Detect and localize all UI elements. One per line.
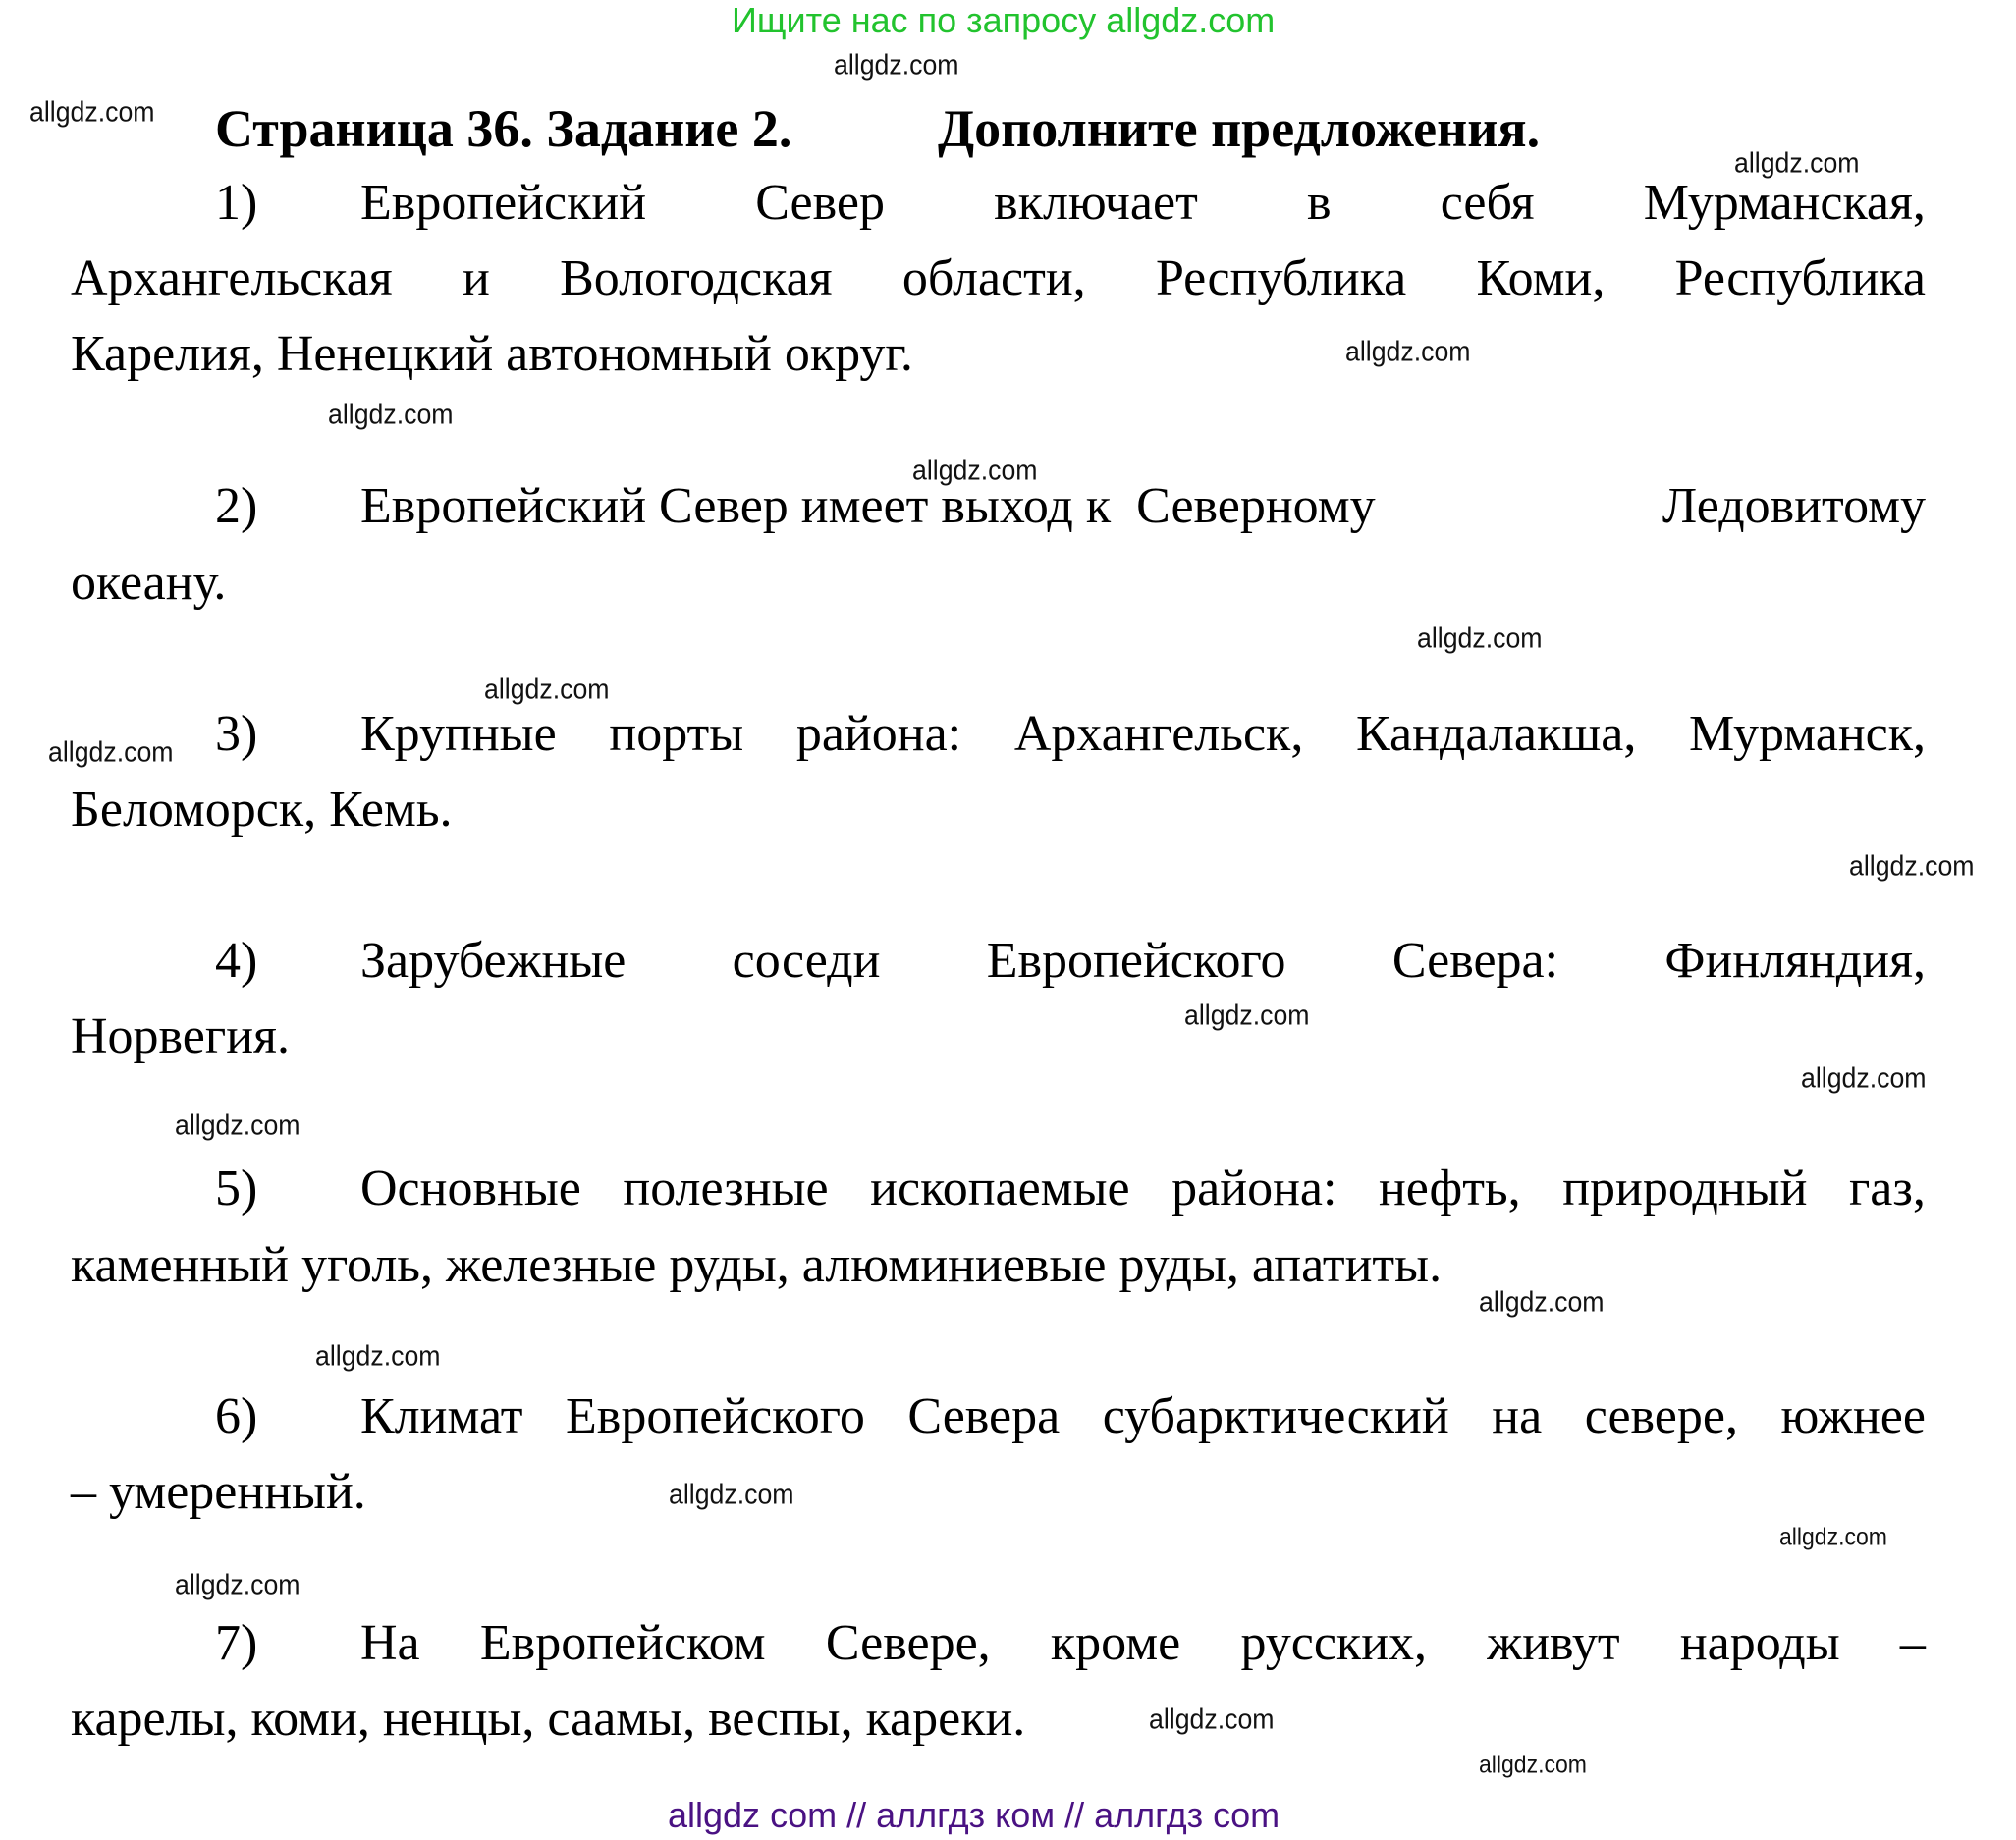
word: на bbox=[1492, 1388, 1543, 1444]
item-4-line-1 bbox=[360, 933, 1926, 989]
item-7-line-1 bbox=[360, 1615, 1926, 1671]
watermark: allgdz.com bbox=[1849, 850, 1975, 883]
word: Архангельск, bbox=[1013, 706, 1304, 762]
word: Европейский bbox=[360, 175, 647, 231]
item-2-line-1 bbox=[360, 478, 1926, 534]
word: севере, bbox=[1584, 1388, 1738, 1444]
watermark: allgdz.com bbox=[1479, 1286, 1605, 1319]
watermark: allgdz.com bbox=[1417, 622, 1543, 655]
word: субарктический bbox=[1102, 1388, 1449, 1444]
word: Европейском bbox=[479, 1615, 766, 1671]
word: Мурманск, bbox=[1689, 706, 1926, 762]
word: Республика bbox=[1674, 250, 1926, 306]
item-1-line-3: Карелия, Ненецкий автономный округ. bbox=[71, 326, 913, 382]
word: Коми, bbox=[1476, 250, 1606, 306]
item-number: 4) bbox=[215, 933, 258, 989]
word: живут bbox=[1487, 1615, 1620, 1671]
word: Крупные bbox=[360, 706, 557, 762]
page-title-task: Страница 36. Задание 2. bbox=[215, 99, 792, 158]
item-5-line-2: каменный уголь, железные руды, алюминиевые руды, апатиты. bbox=[71, 1237, 1443, 1293]
watermark: allgdz.com bbox=[1779, 1523, 1887, 1551]
word: в bbox=[1306, 175, 1332, 231]
item-number: 6) bbox=[215, 1388, 258, 1444]
item-3-line-2: Беломорск, Кемь. bbox=[71, 782, 453, 838]
word: Климат bbox=[360, 1388, 523, 1444]
page-title-instruction: Дополните предложения. bbox=[938, 99, 1541, 158]
word: южнее bbox=[1780, 1388, 1926, 1444]
watermark: allgdz.com bbox=[912, 455, 1038, 487]
word: На bbox=[360, 1615, 420, 1671]
word: Вологодская bbox=[560, 250, 833, 306]
word: полезные bbox=[623, 1161, 829, 1217]
word: района: bbox=[795, 706, 962, 762]
watermark: allgdz.com bbox=[484, 674, 610, 706]
item-number: 7) bbox=[215, 1615, 258, 1671]
word: порты bbox=[609, 706, 744, 762]
word: Мурманская, bbox=[1643, 175, 1926, 231]
item-1-line-1 bbox=[360, 175, 1926, 231]
item-1-line-2 bbox=[71, 250, 1926, 306]
watermark: allgdz.com bbox=[1479, 1751, 1587, 1779]
item-6-line-1 bbox=[360, 1388, 1926, 1444]
item-6-line-2: – умеренный. bbox=[71, 1464, 366, 1520]
word: Севера: bbox=[1391, 933, 1559, 989]
word: Европейский Север имеет выход к Северному bbox=[360, 478, 1376, 534]
word: Севере, bbox=[825, 1615, 991, 1671]
item-7-line-2: карелы, коми, ненцы, саамы, веспы, кареки. bbox=[71, 1691, 1026, 1747]
watermark: allgdz.com bbox=[1801, 1062, 1927, 1095]
item-3-line-1 bbox=[360, 706, 1926, 762]
word: Финляндия, bbox=[1664, 933, 1926, 989]
word: природный bbox=[1562, 1161, 1808, 1217]
watermark: allgdz.com bbox=[175, 1109, 300, 1142]
word: и bbox=[462, 250, 490, 306]
word: русских, bbox=[1240, 1615, 1428, 1671]
item-number: 3) bbox=[215, 706, 258, 762]
word: области, bbox=[901, 250, 1086, 306]
item-5-line-1 bbox=[360, 1161, 1926, 1217]
word: Ледовитому bbox=[1662, 478, 1926, 534]
item-number: 5) bbox=[215, 1161, 258, 1217]
item-number: 1) bbox=[215, 175, 258, 231]
watermark: allgdz.com bbox=[175, 1569, 300, 1601]
watermark: allgdz.com bbox=[1184, 1000, 1310, 1032]
watermark: allgdz.com bbox=[1734, 147, 1860, 180]
watermark: allgdz.com bbox=[669, 1479, 794, 1511]
watermark: allgdz.com bbox=[1345, 336, 1471, 368]
item-2-line-2: океану. bbox=[71, 555, 227, 611]
word: нефть, bbox=[1378, 1161, 1521, 1217]
watermark: allgdz.com bbox=[48, 736, 174, 769]
word: Европейского bbox=[566, 1388, 865, 1444]
search-hint-banner: Ищите нас по запросу allgdz.com bbox=[732, 0, 1276, 40]
watermark: allgdz.com bbox=[1149, 1704, 1275, 1736]
word: Зарубежные bbox=[360, 933, 627, 989]
word: Кандалакша, bbox=[1356, 706, 1637, 762]
item-4-line-2: Норвегия. bbox=[71, 1008, 290, 1064]
watermark: allgdz.com bbox=[328, 399, 454, 431]
word: Республика bbox=[1155, 250, 1407, 306]
watermark: allgdz.com bbox=[29, 96, 155, 129]
word: себя bbox=[1440, 175, 1535, 231]
item-number: 2) bbox=[215, 478, 258, 534]
word: включает bbox=[994, 175, 1198, 231]
word: Север bbox=[755, 175, 885, 231]
word: газ, bbox=[1848, 1161, 1926, 1217]
word: народы bbox=[1679, 1615, 1840, 1671]
word: района: bbox=[1171, 1161, 1337, 1217]
word: – bbox=[1899, 1615, 1926, 1671]
word: Основные bbox=[360, 1161, 581, 1217]
word: кроме bbox=[1050, 1615, 1181, 1671]
word: Архангельская bbox=[71, 250, 393, 306]
footer-links: allgdz com // аллгдз ком // аллгдз com bbox=[668, 1795, 1280, 1835]
word: Европейского bbox=[986, 933, 1286, 989]
word: ископаемые bbox=[870, 1161, 1130, 1217]
word: соседи bbox=[732, 933, 881, 989]
watermark: allgdz.com bbox=[315, 1340, 441, 1373]
watermark: allgdz.com bbox=[834, 49, 959, 81]
word: Севера bbox=[907, 1388, 1061, 1444]
